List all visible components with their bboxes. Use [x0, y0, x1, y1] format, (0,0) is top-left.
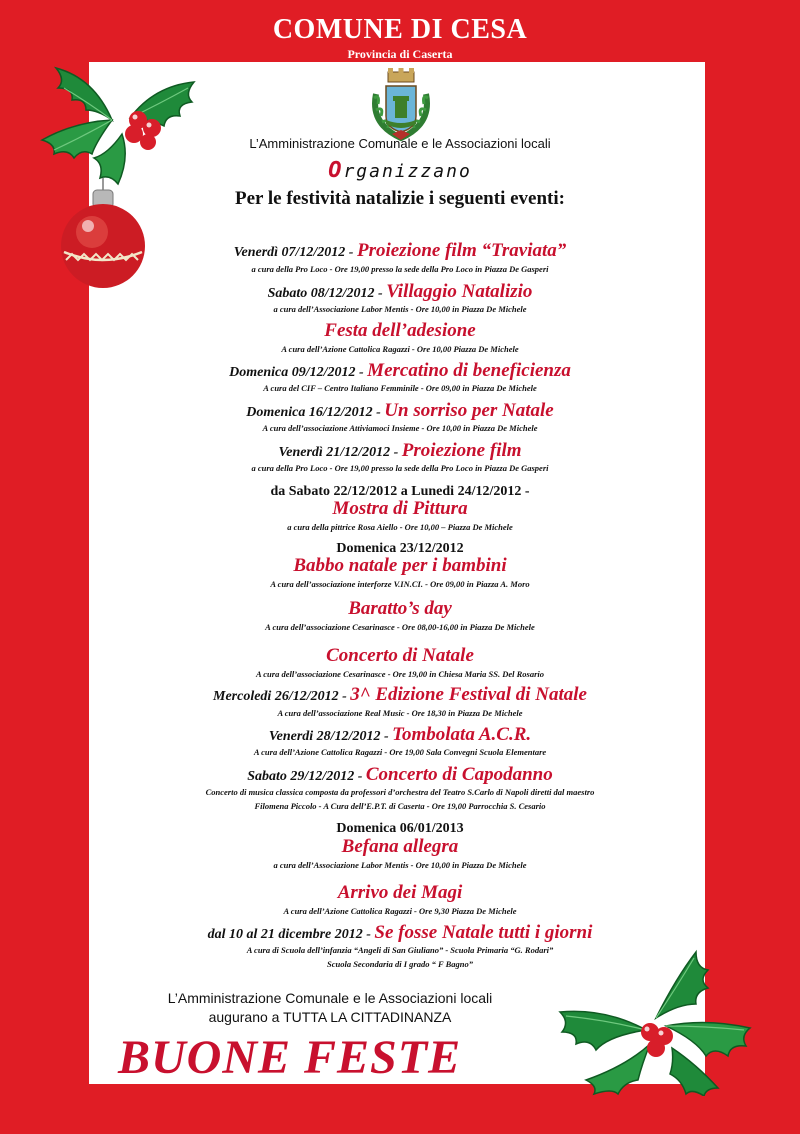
event-date: Sabato 29/12/2012 -: [247, 769, 366, 784]
event-detail: A cura dell’associazione Attiviamoci Insieme - Ore 10,00 in Piazza De Michele: [262, 423, 538, 433]
event-heading: [0, 684, 800, 706]
event-title: Baratto’s day: [348, 598, 452, 619]
event-heading: [0, 320, 800, 342]
event-title: 3^ Edizione Festival di Natale: [350, 684, 587, 705]
event-title: Mercatino di beneficienza: [367, 360, 571, 381]
event-detail-extra: Scuola Secondaria di I grado “ F Bagno”: [326, 959, 474, 969]
event-heading: [0, 498, 800, 520]
holly-bottom-right-icon: [546, 948, 760, 1096]
event-date-line: [0, 819, 800, 837]
event-title: Tombolata A.C.R.: [392, 724, 532, 745]
footer-line-2: augurano a TUTTA LA CITTADINANZA: [208, 1009, 452, 1025]
event-heading: [0, 645, 800, 667]
event-heading: [0, 555, 800, 577]
event-date: Domenica 23/12/2012: [336, 541, 464, 556]
event-date: Venerdì 21/12/2012 -: [278, 445, 402, 460]
event-detail: A cura dell’associazione Real Music - Ore 18,30 in Piazza De Michele: [277, 708, 523, 718]
event-title: Babbo natale per i bambini: [293, 555, 507, 576]
event-detail: A cura del CIF – Centro Italiano Femminile - Ore 09,00 in Piazza De Michele: [263, 383, 537, 393]
header-title: COMUNE DI CESA: [272, 14, 528, 45]
event-date: Domenica 09/12/2012 -: [229, 365, 368, 380]
event-title: Concerto di Capodanno: [365, 764, 553, 785]
event-detail: A cura dell’associazione Cesarinasce - Ore 08,00-16,00 in Piazza De Michele: [265, 622, 535, 632]
event-title: Villaggio Natalizio: [386, 281, 533, 302]
event-heading: [0, 882, 800, 904]
event-title: Festa dell’adesione: [324, 320, 476, 341]
event-title: Proiezione film “Traviata”: [356, 240, 567, 261]
event-date: da Sabato 22/12/2012 a Lunedi 24/12/2012 -: [270, 484, 530, 499]
event-title: Mostra di Pittura: [332, 498, 468, 519]
event-detail: A cura dell’associazione Cesarinasce - Ore 19,00 in Chiesa Maria SS. Del Rosario: [255, 669, 545, 679]
event-date: Domenica 16/12/2012 -: [246, 405, 385, 420]
event-title: Un sorriso per Natale: [384, 400, 554, 421]
event-date: Domenica 06/01/2013: [336, 821, 464, 836]
event-detail: Concerto di musica classica composta da professori d’orchestra del Teatro S.Carlo di Napoli diretti dal maestro: [205, 787, 595, 797]
event-heading: [0, 836, 800, 858]
holly-top-left-icon: [34, 58, 204, 188]
event-heading: [0, 724, 800, 746]
organizzano-initial: O: [328, 158, 344, 183]
event-date: dal 10 al 21 dicembre 2012 -: [207, 927, 375, 942]
buone-feste-greeting: BUONE FESTE: [118, 1031, 462, 1084]
christmas-ornament-icon: [56, 178, 150, 290]
event-heading: [0, 764, 800, 786]
event-date: Venerdi 28/12/2012 -: [268, 729, 393, 744]
event-heading: [0, 598, 800, 620]
event-date: Mercoledi 26/12/2012 -: [213, 689, 351, 704]
event-detail: A cura dell’Azione Cattolica Ragazzi - Ore 19,00 Sala Convegni Scuola Elementare: [253, 747, 547, 757]
footer-line-1: L’Amministrazione Comunale e le Associazioni locali: [167, 990, 493, 1006]
event-detail: A cura di Scuola dell’infanzia “Angeli di San Giuliano” - Scuola Primaria “G. Rodari”: [246, 945, 554, 955]
event-heading: [0, 360, 800, 382]
event-detail: A cura dell’Azione Cattolica Ragazzi - Ore 9,30 Piazza De Michele: [283, 906, 517, 916]
event-title: Befana allegra: [341, 836, 459, 857]
event-heading: [0, 400, 800, 422]
event-detail: A cura dell’associazione interforze V.IN.CI. - Ore 09,00 in Piazza A. Moro: [270, 579, 530, 589]
event-detail-extra: Filomena Piccolo - A Cura dell’E.P.T. di Caserta - Ore 19,00 Parrocchia S. Cesario: [254, 801, 546, 811]
event-detail: A cura dell’Azione Cattolica Ragazzi - Ore 10,00 Piazza De Michele: [281, 344, 519, 354]
event-title: Concerto di Natale: [326, 645, 474, 666]
event-heading: [0, 922, 800, 944]
event-detail: a cura della Pro Loco - Ore 19,00 presso la sede della Pro Loco in Piazza De Gasperi: [251, 264, 549, 274]
event-detail: a cura della pittrice Rosa Aiello - Ore 10,00 – Piazza De Michele: [287, 522, 513, 532]
event-date: Sabato 08/12/2012 -: [267, 286, 387, 301]
event-date: Venerdì 07/12/2012 -: [233, 245, 357, 260]
event-detail: a cura della Pro Loco - Ore 19,00 presso la sede della Pro Loco in Piazza De Gasperi: [251, 463, 549, 473]
header-subtitle: Provincia di Caserta: [347, 47, 453, 61]
event-detail: a cura dell’Associazione Labor Mentis - Ore 10,00 in Piazza De Michele: [273, 304, 527, 314]
event-title: Arrivo dei Magi: [337, 882, 463, 903]
crest-icon: [366, 64, 436, 142]
organizzano-rest: rganizzano: [343, 161, 472, 182]
event-title: Se fosse Natale tutti i giorni: [374, 922, 593, 943]
event-detail: a cura dell’Associazione Labor Mentis - Ore 10,00 in Piazza De Michele: [273, 860, 527, 870]
administration-line: L’Amministrazione Comunale e le Associazioni locali: [249, 136, 551, 151]
event-heading: [0, 440, 800, 462]
intro-heading: Per le festività natalizie i seguenti eventi:: [235, 188, 565, 209]
event-title: Proiezione film: [401, 440, 522, 461]
